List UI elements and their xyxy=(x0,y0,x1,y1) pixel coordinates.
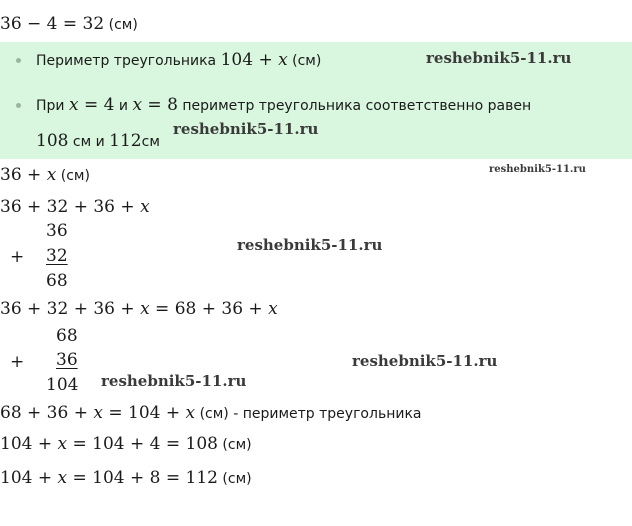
bullet-item-perimeter xyxy=(36,50,321,71)
unit: (см) xyxy=(287,53,322,69)
watermark: reshebnik5-11.ru xyxy=(489,164,586,175)
var: x xyxy=(140,299,150,319)
var: x xyxy=(46,165,57,185)
math: 112 xyxy=(109,131,142,151)
bullet-item-values-line1 xyxy=(36,95,531,116)
equation-line-4 xyxy=(0,299,278,319)
watermark: reshebnik5-11.ru xyxy=(237,236,383,254)
column-sum: 104 xyxy=(46,375,79,395)
math: = 104 + 8 = 112 xyxy=(67,468,218,488)
text: При xyxy=(36,98,69,114)
math: = 104 + 4 = 108 xyxy=(67,434,218,454)
column-addend-bottom: 36 xyxy=(56,350,78,370)
var: x xyxy=(132,95,143,115)
unit: (см) xyxy=(217,437,252,453)
math: 68 + 36 + xyxy=(0,403,94,423)
column-sum: 68 xyxy=(46,271,68,291)
math: 104 + xyxy=(0,468,58,488)
text: Периметр треугольника xyxy=(36,53,221,69)
text: см xyxy=(141,134,160,150)
watermark: reshebnik5-11.ru xyxy=(352,352,498,370)
var: x xyxy=(140,197,150,217)
math: = 104 + xyxy=(102,403,186,423)
math: 36 + 32 + 36 + xyxy=(0,197,141,217)
text: и xyxy=(114,98,133,114)
math: 36 − 4 = 32 xyxy=(0,14,105,34)
math: 36 + xyxy=(0,165,47,185)
bullet-icon xyxy=(16,58,21,63)
column-plus-sign: + xyxy=(10,352,25,372)
column-addend-top: 68 xyxy=(56,326,78,346)
watermark: reshebnik5-11.ru xyxy=(101,372,247,390)
math: 104 + xyxy=(0,434,58,454)
var: x xyxy=(278,50,288,70)
math: = 4 xyxy=(78,95,115,115)
equation-line-5 xyxy=(0,403,421,424)
var: x xyxy=(57,434,68,454)
text: (см) - периметр треугольника xyxy=(195,406,422,422)
equation-line-1 xyxy=(0,14,138,35)
text: см и xyxy=(68,134,110,150)
math: = 8 xyxy=(142,95,178,115)
bullet-icon xyxy=(16,103,21,108)
watermark: reshebnik5-11.ru xyxy=(173,120,319,138)
var: x xyxy=(68,95,79,115)
unit: (см) xyxy=(217,471,252,487)
math: = 68 + 36 + xyxy=(149,299,269,319)
math: 104 + xyxy=(220,50,279,70)
column-addend-bottom: 32 xyxy=(46,246,68,266)
math: 108 xyxy=(36,131,69,151)
var: x xyxy=(93,403,103,423)
equation-line-7 xyxy=(0,468,252,489)
equation-line-3 xyxy=(0,197,150,217)
var: x xyxy=(57,468,68,488)
text: периметр треугольника соответственно равен xyxy=(177,98,532,114)
equation-line-2 xyxy=(0,165,90,186)
math: 36 + 32 + 36 + xyxy=(0,299,141,319)
watermark: reshebnik5-11.ru xyxy=(426,49,572,67)
column-plus-sign: + xyxy=(10,247,25,267)
bullet-item-values-line2 xyxy=(36,131,160,152)
var: x xyxy=(185,403,196,423)
column-addend-top: 36 xyxy=(46,221,68,241)
unit: (см) xyxy=(56,168,90,184)
var: x xyxy=(268,299,278,319)
unit: (см) xyxy=(104,17,138,33)
equation-line-6 xyxy=(0,434,252,455)
